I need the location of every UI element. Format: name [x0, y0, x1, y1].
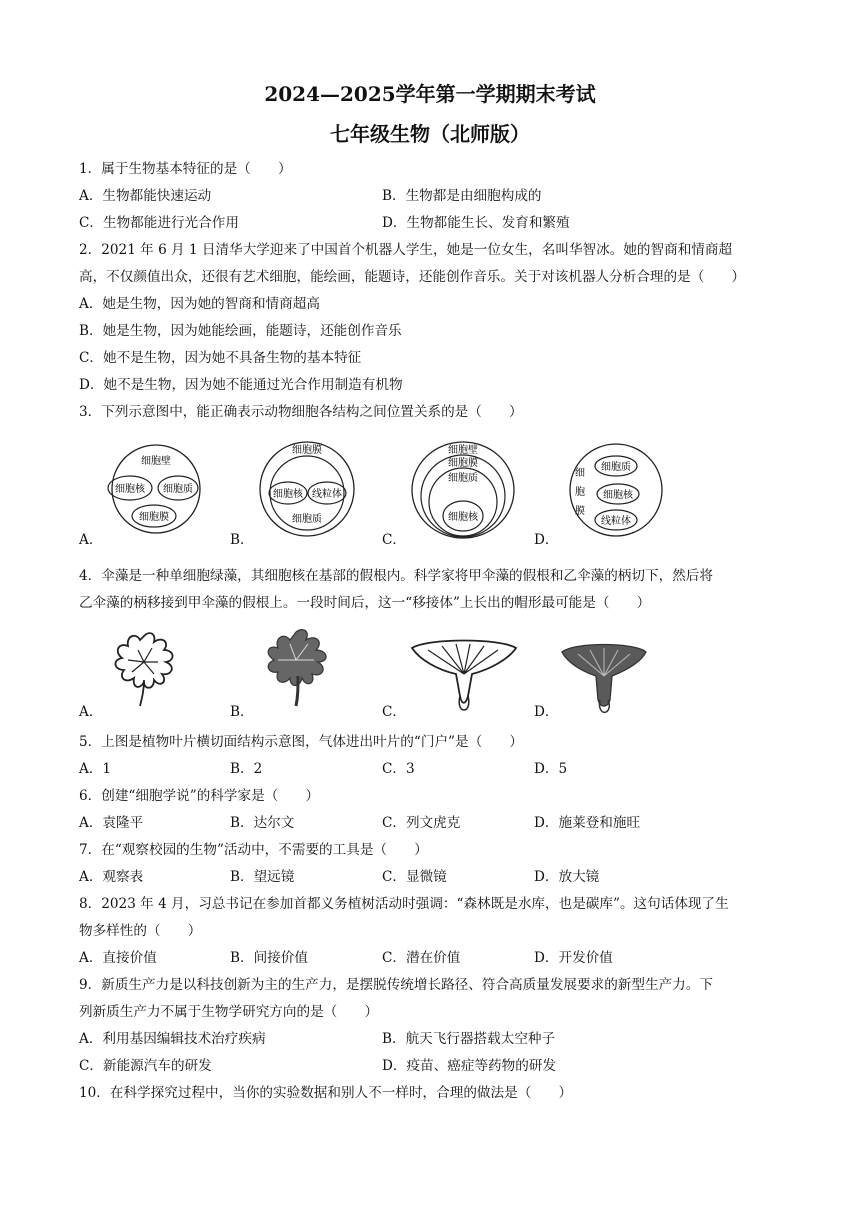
q1-stem: 1．属于生物基本特征的是（ ） [79, 161, 292, 177]
q7-option-c: C．显微镜 [382, 869, 447, 885]
q3d-side-3: 膜 [575, 506, 585, 517]
q3c-label-1: 细胞壁 [448, 445, 478, 456]
q2-option-c: C．她不是生物，因为她不具备生物的基本特征 [79, 350, 362, 366]
q3b-label-2: 线粒体 [312, 489, 342, 500]
q9-option-a: A．利用基因编辑技术治疗疾病 [79, 1031, 266, 1047]
q6-option-b: B．达尔文 [230, 815, 295, 831]
q3d-label-2: 细胞核 [603, 490, 633, 501]
q4-cap-a [104, 628, 184, 708]
q3-diagram-b [256, 440, 358, 538]
q3b-label-1: 细胞核 [273, 489, 303, 500]
q3d-label-3: 线粒体 [601, 516, 631, 527]
q4-stem-line1: 4．伞藻是一种单细胞绿藻，其细胞核在基部的假根内。科学家将甲伞藻的假根和乙伞藻的柄切下，然后将 [79, 568, 713, 584]
q3-option-d: D． [534, 532, 559, 548]
q4-stem-line2: 乙伞藻的柄移接到甲伞藻的假根上。一段时间后，这一“移接体”上长出的帽形最可能是（ ） [79, 595, 651, 611]
q1-option-d: D．生物都能生长、发育和繁殖 [382, 215, 570, 231]
q10-stem: 10．在科学探究过程中，当你的实验数据和别人不一样时，合理的做法是（ ） [79, 1085, 573, 1101]
q9-stem-line2: 列新质生产力不属于生物学研究方向的是（ ） [79, 1004, 379, 1020]
q4-option-d: D． [534, 704, 559, 720]
q4-option-b: B． [230, 704, 254, 720]
q2-option-d: D．她不是生物，因为她不能通过光合作用制造有机物 [79, 377, 403, 393]
q3a-label-2: 细胞质 [163, 484, 193, 495]
exam-subtitle: 七年级生物（北师版） [330, 122, 530, 146]
q1-option-b: B．生物都是由细胞构成的 [382, 188, 542, 204]
q9-option-c: C．新能源汽车的研发 [79, 1058, 212, 1074]
q3-stem: 3．下列示意图中，能正确表示动物细胞各结构之间位置关系的是（ ） [79, 404, 523, 420]
q4-cap-b [256, 626, 336, 708]
q3c-label-2: 细胞膜 [448, 458, 478, 469]
q5-option-b: B．2 [230, 761, 263, 777]
q9-option-d: D．疫苗、癌症等药物的研发 [382, 1058, 557, 1074]
q9-option-b: B．航天飞行器搭载太空种子 [382, 1031, 556, 1047]
q8-stem-line2: 物多样性的（ ） [79, 923, 202, 939]
q5-stem: 5．上图是植物叶片横切面结构示意图，气体进出叶片的“门户”是（ ） [79, 734, 523, 750]
q3-option-a: A． [79, 532, 103, 548]
q3a-label-outer: 细胞壁 [141, 456, 171, 467]
q2-stem-line1: 2．2021 年 6 月 1 日清华大学迎来了中国首个机器人学生，她是一位女生，名叫华智冰。她的智商和情商超 [79, 242, 733, 258]
q3b-label-3: 细胞质 [292, 514, 322, 525]
q8-stem-line1: 8．2023 年 4 月，习总书记在参加首都义务植树活动时强调：“森林既是水库，也是碳库”。这句话体现了生 [79, 896, 729, 912]
q3a-label-3: 细胞膜 [139, 512, 169, 523]
q4-cap-c [408, 634, 520, 712]
q4-option-a: A． [79, 704, 103, 720]
q8-option-a: A．直接价值 [79, 950, 157, 966]
q3-diagram-d [566, 442, 666, 538]
q7-option-b: B．望远镜 [230, 869, 295, 885]
q3-diagram-a [100, 444, 212, 534]
q3-option-c: C． [382, 532, 406, 548]
q1-option-a: A．生物都能快速运动 [79, 188, 212, 204]
q2-option-a: A．她是生物，因为她的智商和情商超高 [79, 296, 320, 312]
q3a-label-1: 细胞核 [115, 484, 145, 495]
q8-option-b: B．间接价值 [230, 950, 308, 966]
q2-option-b: B．她是生物，因为她能绘画，能题诗，还能创作音乐 [79, 323, 402, 339]
q3c-label-4: 细胞核 [448, 512, 478, 523]
q9-stem-line1: 9．新质生产力是以科技创新为主的生产力，是摆脱传统增长路径、符合高质量发展要求的新型生产力。下 [79, 977, 713, 993]
q4-option-c: C． [382, 704, 406, 720]
q2-stem-line2: 高，不仅颜值出众，还很有艺术细胞，能绘画，能题诗，还能创作音乐。关于对该机器人分析合理的是（ ） [79, 269, 746, 285]
q6-option-a: A．袁隆平 [79, 815, 144, 831]
q5-option-a: A．1 [79, 761, 112, 777]
q3-option-b: B． [230, 532, 254, 548]
q3b-label-outer: 细胞膜 [292, 445, 322, 456]
q7-option-d: D．放大镜 [534, 869, 600, 885]
q8-option-d: D．开发价值 [534, 950, 613, 966]
q3d-label-1: 细胞质 [601, 462, 631, 473]
q4-cap-d [560, 638, 648, 716]
q6-option-d: D．施莱登和施旺 [534, 815, 641, 831]
q6-option-c: C．列文虎克 [382, 815, 461, 831]
q3d-side-2: 胞 [575, 487, 585, 498]
q5-option-c: C．3 [382, 761, 415, 777]
q7-stem: 7．在“观察校园的生物”活动中，不需要的工具是（ ） [79, 842, 428, 858]
q5-option-d: D．5 [534, 761, 568, 777]
q7-option-a: A．观察表 [79, 869, 144, 885]
q8-option-c: C．潜在价值 [382, 950, 461, 966]
exam-title: 2024—2025学年第一学期期末考试 [264, 82, 596, 106]
q3c-label-3: 细胞质 [448, 473, 478, 484]
q3-diagram-c [410, 440, 516, 540]
q1-option-c: C．生物都能进行光合作用 [79, 215, 239, 231]
q6-stem: 6．创建“细胞学说”的科学家是（ ） [79, 788, 320, 804]
q3d-side-1: 细 [575, 468, 585, 479]
